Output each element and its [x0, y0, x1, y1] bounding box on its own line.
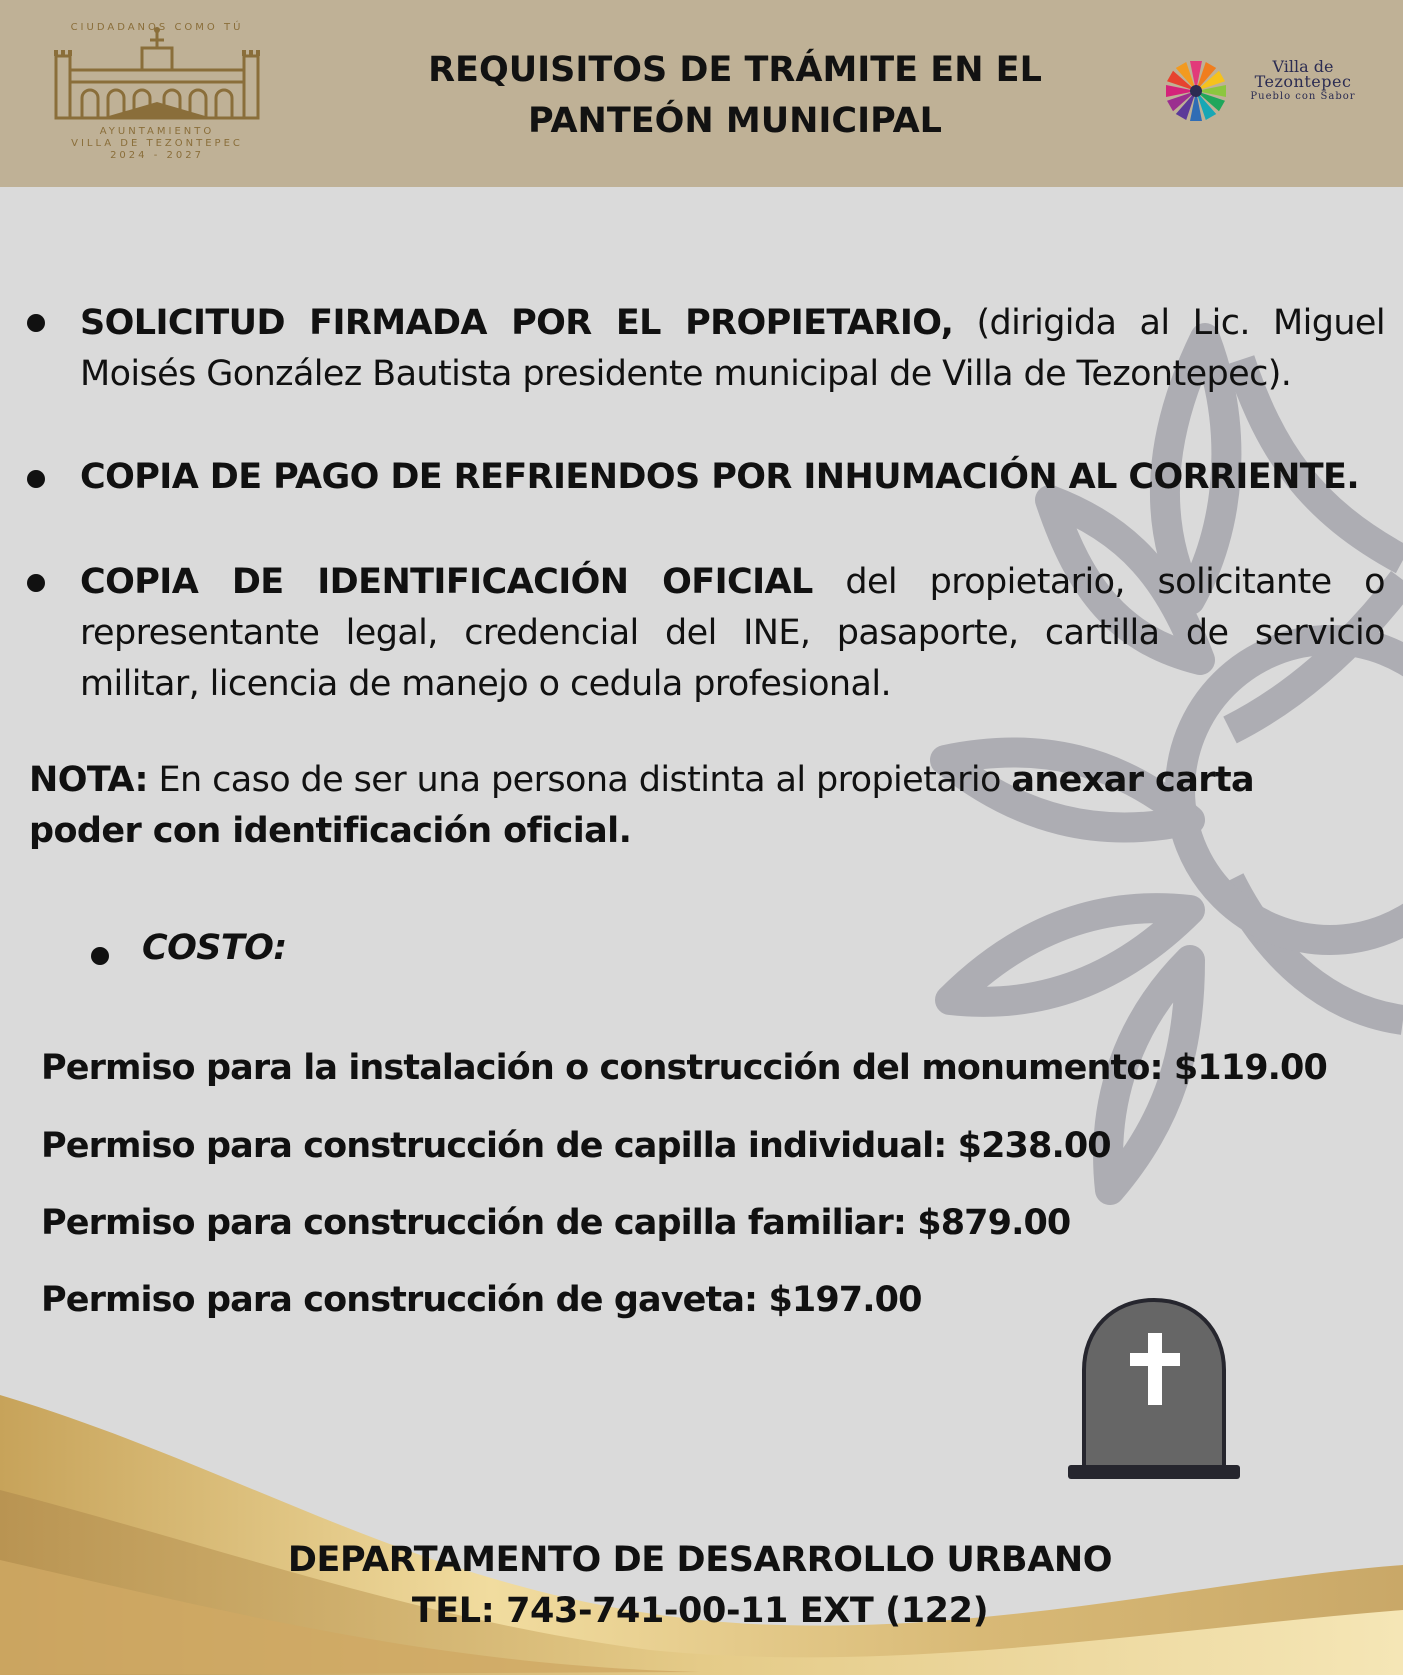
- municipal-crest-logo: [52, 18, 262, 170]
- fee-vault: Permiso para construcción de gaveta: $197.00: [41, 1280, 922, 1320]
- footer-department: DEPARTAMENTO DE DESARROLLO URBANO: [287, 1540, 1113, 1580]
- tombstone-cross-icon: [1064, 1295, 1244, 1485]
- requirement-3: [80, 557, 1385, 710]
- requirement-3-text-3: militar, licencia de manejo o cedula profesional.: [80, 664, 891, 704]
- fee-individual-chapel: Permiso para construcción de capilla individual: $238.00: [41, 1126, 1111, 1166]
- crest-line-years: 2024 - 2027: [110, 150, 204, 161]
- note-paragraph: [29, 755, 1369, 857]
- fee-monument: Permiso para la instalación o construcción del monumento: $119.00: [41, 1048, 1327, 1088]
- note-bold-1: anexar carta: [1011, 760, 1255, 800]
- title-line-1: REQUISITOS DE TRÁMITE EN EL: [428, 50, 1042, 90]
- palace-icon: [52, 18, 262, 128]
- crest-top-text: CIUDADANOS COMO TÚ: [70, 22, 244, 33]
- requirement-1: [80, 298, 1385, 400]
- footer-phone: TEL: 743-741-00-11 EXT (122): [411, 1591, 989, 1631]
- note-bold-2: poder con identificación oficial.: [29, 811, 632, 851]
- requirement-3-text-2: representante legal, credencial del INE, pasaporte, cartilla de servicio: [80, 613, 1385, 653]
- requirement-3-text-1: del propietario, solicitante o: [812, 562, 1385, 602]
- requirement-1-text-1: (dirigida al Lic. Miguel: [953, 303, 1385, 343]
- cost-heading: COSTO:: [142, 928, 287, 968]
- requirement-3-title: COPIA DE IDENTIFICACIÓN OFICIAL: [80, 562, 813, 602]
- note-label: NOTA:: [29, 760, 148, 800]
- page-title: [380, 45, 1090, 147]
- crest-line-ayuntamiento: AYUNTAMIENTO: [99, 126, 215, 137]
- note-text: En caso de ser una persona distinta al propietario: [147, 760, 1012, 800]
- requirement-1-title: SOLICITUD FIRMADA POR EL PROPIETARIO,: [80, 303, 954, 343]
- header-banner: [0, 0, 1403, 187]
- footer-contact: [200, 1535, 1200, 1637]
- bullet-icon: [27, 574, 45, 592]
- town-logo: [1160, 55, 1370, 135]
- town-logo-line-2: Tezontepec: [1254, 72, 1352, 91]
- crest-line-villa: VILLA DE TEZONTEPEC: [71, 138, 243, 149]
- requirement-1-text-2: Moisés González Bautista presidente municipal de Villa de Tezontepec).: [80, 354, 1292, 394]
- title-line-2: PANTEÓN MUNICIPAL: [528, 101, 942, 141]
- bullet-icon: [27, 314, 45, 332]
- town-logo-line-1: Villa de: [1272, 57, 1334, 76]
- multicolor-flower-icon: [1160, 55, 1232, 127]
- fee-family-chapel: Permiso para construcción de capilla familiar: $879.00: [41, 1203, 1071, 1243]
- bullet-icon: [91, 947, 109, 965]
- bullet-icon: [27, 470, 45, 488]
- requirement-2: COPIA DE PAGO DE REFRIENDOS POR INHUMACIÓN AL CORRIENTE.: [80, 457, 1360, 497]
- town-logo-line-3: Pueblo con Sabor: [1250, 91, 1356, 102]
